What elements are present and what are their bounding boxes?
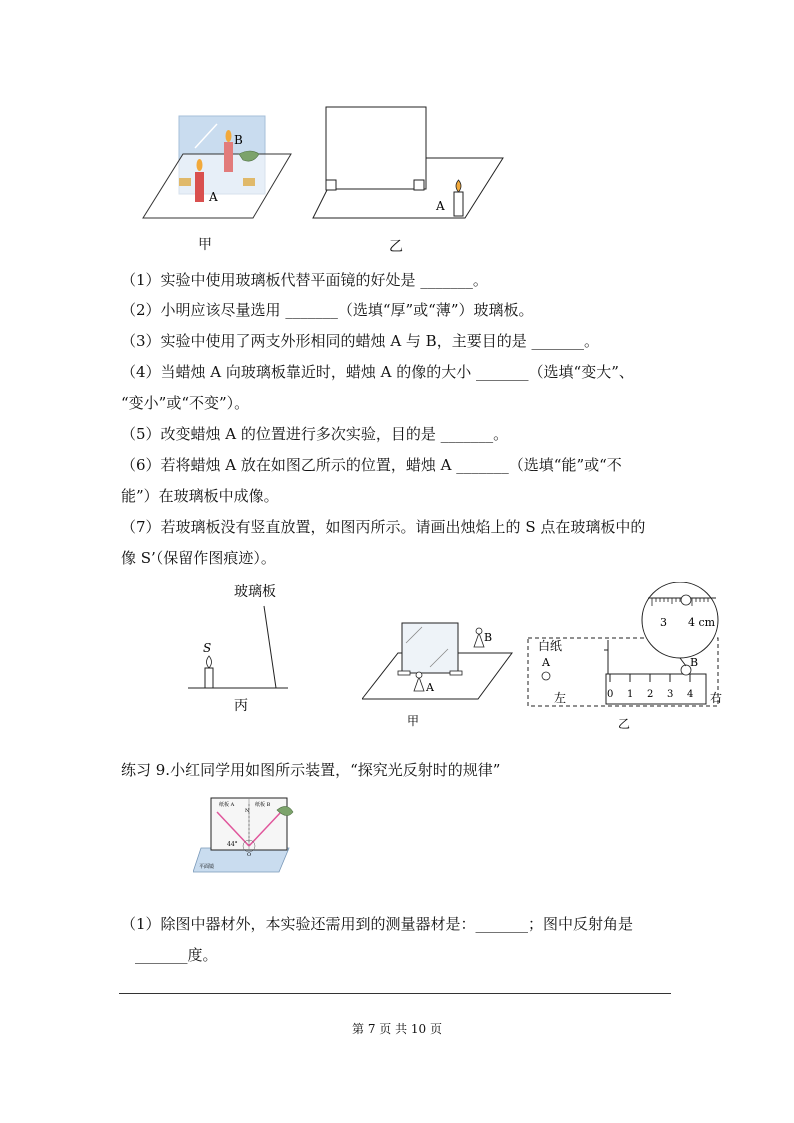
bing-glass-line (264, 606, 276, 688)
yi2-paper-label: 白纸 (538, 639, 563, 653)
figure-exercise9 (193, 790, 303, 875)
yi2-label-b: B (690, 656, 699, 669)
question-7-cont: 像 S’（保留作图痕迹）。 (121, 549, 276, 567)
jia-label-a: A (209, 190, 218, 204)
jia2-label-a: A (426, 681, 434, 694)
page-number: 第 7 页 共 10 页 (352, 1022, 442, 1036)
yi2-zoom-4cm: 4 cm (688, 616, 716, 629)
ex9-point-o: O (247, 852, 252, 858)
bing-title: 玻璃板 (234, 584, 276, 600)
exercise9-q1-line1: （1）除图中器材外，本实验还需用到的测量器材是：_______；图中反射角是 (121, 915, 634, 933)
caption-yi-top: 乙 (389, 239, 403, 255)
figure-yi-mid (520, 582, 730, 732)
jia2-label-b: B (484, 631, 493, 644)
question-6: （6）若将蜡烛 A 放在如图乙所示的位置，蜡烛 A _______（选填“能”或“不 (121, 456, 622, 474)
yi2-caption: 乙 (618, 717, 631, 731)
footer-divider (119, 993, 671, 994)
yi2-zoom-3: 3 (660, 616, 667, 629)
yi2-tick-2: 2 (647, 689, 654, 700)
question-2: （2）小明应该尽量选用 _______（选填“厚”或“薄”）玻璃板。 (121, 301, 534, 319)
question-5: （5）改变蜡烛 A 的位置进行多次实验，目的是 _______。 (121, 425, 509, 443)
jia-label-b: B (234, 133, 243, 147)
question-1: （1）实验中使用玻璃板代替平面镜的好处是 _______。 (121, 271, 488, 289)
bing-s-label: S (203, 641, 212, 655)
bing-caption: 丙 (234, 698, 248, 714)
yi2-tick-4: 4 (687, 689, 694, 700)
ex9-angle: 44° (227, 841, 238, 848)
jia2-caption: 甲 (407, 714, 420, 728)
question-4-cont: “变小”或“不变”）。 (121, 394, 250, 412)
question-7: （7）若玻璃板没有竖直放置，如图丙所示。请画出烛焰上的 S 点在玻璃板中的 (121, 518, 646, 536)
yi2-tick-0: 0 (607, 689, 614, 700)
question-6-cont: 能”）在玻璃板中成像。 (121, 487, 279, 505)
ex9-board-b: 纸板 B (255, 802, 271, 808)
ex9-board-a: 纸板 A (219, 802, 235, 808)
yi2-label-a: A (542, 656, 550, 669)
yi2-right-label: 右 (710, 691, 723, 705)
question-4: （4）当蜡烛 A 向玻璃板靠近时，蜡烛 A 的像的大小 _______（选填“变大”、 (121, 363, 634, 381)
figure-yi-top (305, 100, 510, 225)
yi2-tick-1: 1 (627, 689, 634, 700)
yi2-left-label: 左 (554, 691, 567, 705)
yi-label-a: A (436, 199, 445, 213)
ex9-mirror: 平面镜 (199, 864, 215, 870)
figure-jia-top (135, 108, 300, 228)
question-3: （3）实验中使用了两支外形相同的蜡烛 A 与 B，主要目的是 _______。 (121, 332, 599, 350)
yi2-tick-3: 3 (667, 689, 674, 700)
exercise9-title: 练习 9.小红同学用如图所示装置，“探究光反射时的规律” (121, 761, 501, 779)
exercise9-q1-line2: _______度。 (135, 946, 218, 964)
figure-bing (180, 578, 300, 718)
caption-jia-top: 甲 (198, 237, 212, 253)
ex9-normal-n: N (245, 808, 250, 814)
figure-jia-mid (362, 615, 517, 730)
